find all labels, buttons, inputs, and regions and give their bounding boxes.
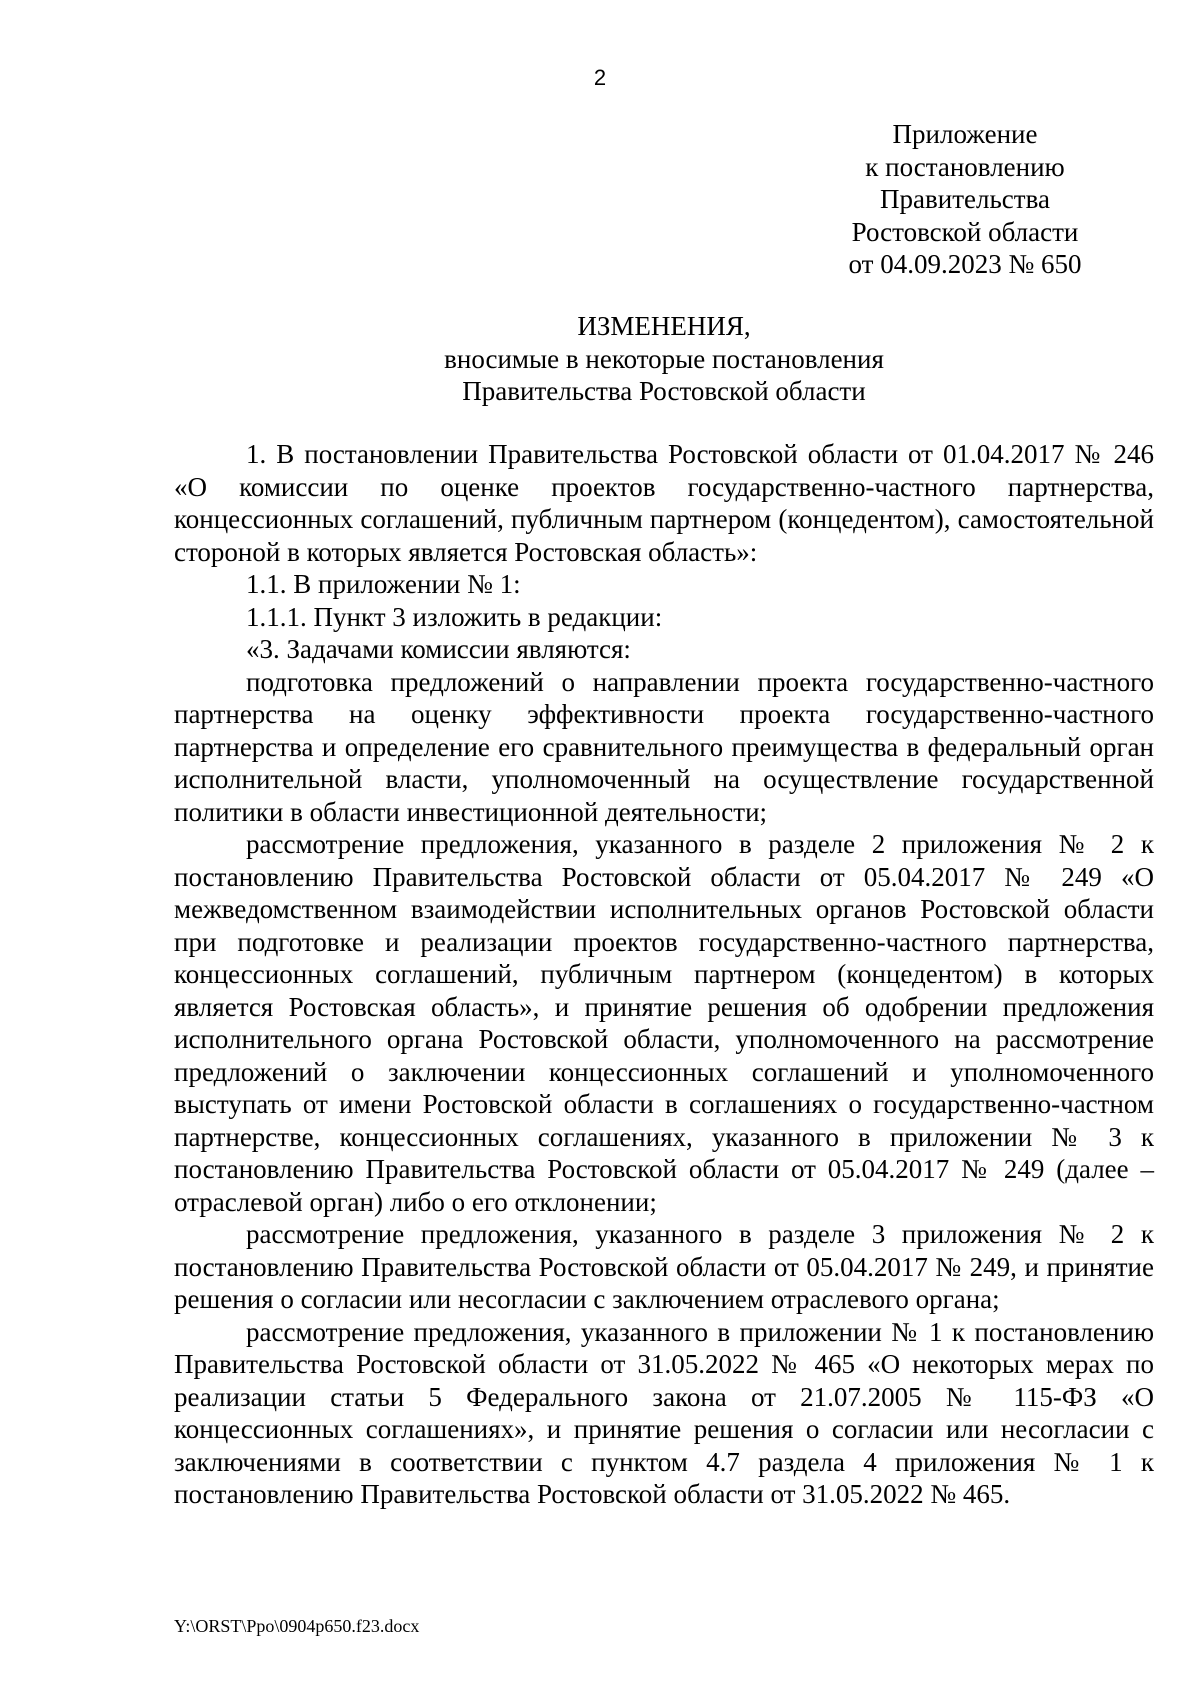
footer-file-path: Y:\ORST\Ppo\0904p650.f23.docx	[174, 1616, 420, 1636]
paragraph-quote-start: «3. Задачами комиссии являются:	[246, 634, 631, 664]
attachment-date-number: от 04.09.2023 № 650	[848, 249, 1082, 279]
paragraph-task: рассмотрение предложения, указанного в приложении № 1 к постановлению Правительства Ростовской области от 31.05.2022 № 465 «О некоторых мерах по реализации статьи 5 Федерального закона от 21.07.2005 № 115-ФЗ «О концессионных соглашениях», и принятие решения о согласии или несогласии с заключениями в соответствии с пунктом 4.7 раздела 4 приложения № 1 к постановлению Правительства Ростовской области от 31.05.2022 № 465.	[174, 1316, 1154, 1509]
page-number: 2	[593, 65, 607, 90]
title-heading: ИЗМЕНЕНИЯ,	[577, 311, 751, 341]
title-subtitle: вносимые в некоторые постановления	[444, 343, 884, 374]
document-body	[174, 438, 1154, 1511]
attachment-line: Правительства	[880, 184, 1050, 214]
attachment-line: к постановлению	[865, 151, 1065, 182]
paragraph-item-1-1-1: 1.1.1. Пункт 3 изложить в редакции:	[246, 601, 663, 632]
attachment-line: Приложение	[892, 119, 1038, 149]
document-title	[174, 310, 1154, 408]
attachment-header	[830, 118, 1100, 281]
paragraph-task: рассмотрение предложения, указанного в разделе 3 приложения № 2 к постановлению Правительства Ростовской области от 05.04.2017 № 249, и принятие решения о согласии или несогласии с заключением отраслевого органа;	[174, 1219, 1154, 1314]
attachment-line: Ростовской области	[851, 216, 1079, 247]
paragraph-item-1-1: 1.1. В приложении № 1:	[246, 569, 521, 599]
paragraph-task: подготовка предложений о направлении проекта государственно-частного партнерства на оценку эффективности проекта государственно-частного партнерства и определение его сравнительного преимущества в федеральный орган исполнительной власти, уполномоченный на осуществление государственной политики в области инвестиционной деятельности;	[174, 666, 1154, 827]
title-subtitle: Правительства Ростовской области	[462, 376, 866, 406]
paragraph-task: рассмотрение предложения, указанного в разделе 2 приложения № 2 к постановлению Правительства Ростовской области от 05.04.2017 № 249 «О межведомственном взаимодействии исполнительных органов Ростовской области при подготовке и реализации проектов государственно-частного партнерства, концессионных соглашений, публичным партнером (концедентом) в которых является Ростовская область», и принятие решения об одобрении предложения исполнительного органа Ростовской области, уполномоченного на рассмотрение предложений о заключении концессионных соглашений и уполномоченного выступать от имени Ростовской области в соглашениях о государственно-частном партнерстве, концессионных соглашениях, указанного в приложении № 3 к постановлению Правительства Ростовской области от 05.04.2017 № 249 (далее – отраслевой орган) либо о его отклонении;	[174, 829, 1154, 1217]
paragraph-item-1: 1. В постановлении Правительства Ростовской области от 01.04.2017 № 246 «О комиссии по оценке проектов государственно-частного партнерства, концессионных соглашений, публичным партнером (концедентом), самостоятельной стороной в которых является Ростовская область»:	[174, 439, 1154, 567]
